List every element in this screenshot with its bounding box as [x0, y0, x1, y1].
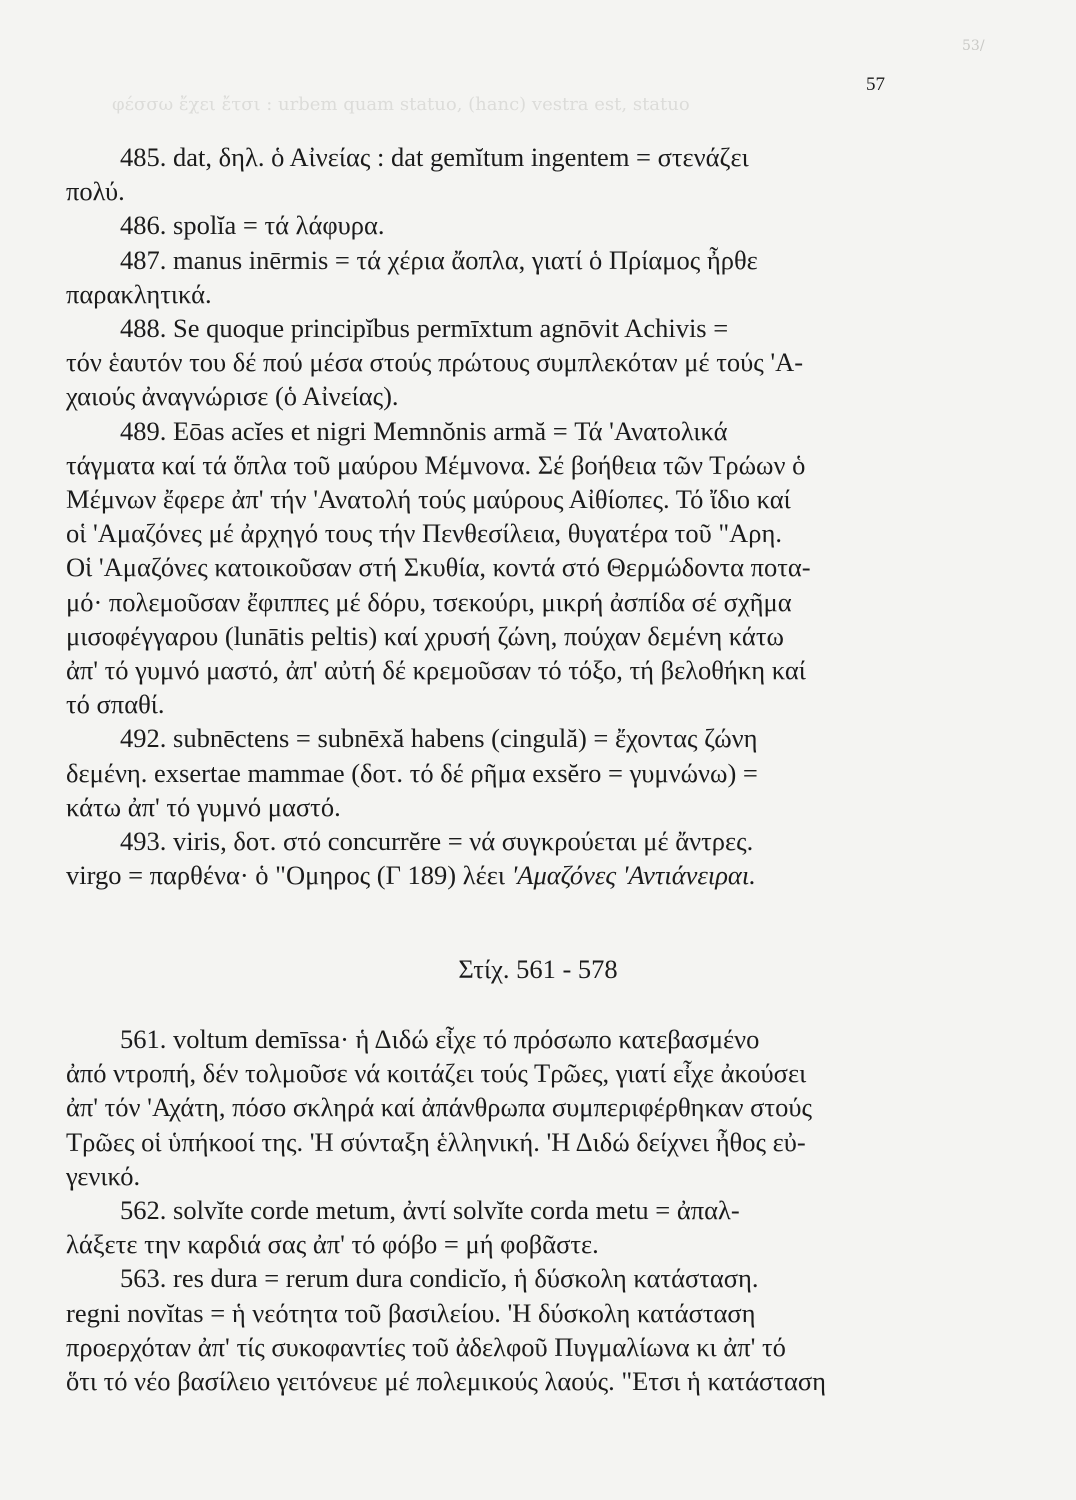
- text-line: ἀπ' τό γυμνό μαστό, ἀπ' αὐτή δέ κρεμοῦσαν τό τόξο, τή βελοθήκη καί: [66, 655, 806, 686]
- text-line: 486. spolĭa = τά λάφυρα.: [120, 210, 385, 241]
- text-line: Μέμνων ἔφερε ἀπ' τήν 'Ανατολή τούς μαύρους Αἰθίοπες. Τό ἴδιο καί: [66, 484, 791, 515]
- text-line: 492. subnēctens = subnēxă habens (cingulă) = ἔχοντας ζώνη: [120, 723, 758, 754]
- text-line: λάξετε την καρδιά σας ἀπ' τό φόβο = μή φοβᾶστε.: [66, 1229, 599, 1260]
- text-line: 562. solvĭte corde metum, ἀντί solvĭte corda metu = ἀπαλ-: [120, 1195, 740, 1226]
- text-line: δεμένη. exsertae mammae (δοτ. τό δέ ρῆμα exsĕro = γυμνώνω) =: [66, 757, 758, 788]
- text-line: 563. res dura = rerum dura condicĭo, ἡ δύσκολη κατάσταση.: [120, 1263, 759, 1294]
- ghost-corner-mark: 53/: [962, 38, 985, 54]
- text-line: χαιούς ἀναγνώρισε (ὁ Αἰνείας).: [66, 381, 399, 412]
- text-line: Οἱ 'Αμαζόνες κατοικοῦσαν στή Σκυθία, κοντά στό Θερμώδοντα ποτα-: [66, 552, 811, 583]
- text-line: [66, 858, 906, 892]
- text-line: τό σπαθί.: [66, 689, 165, 720]
- text-line: μό· πολεμοῦσαν ἔφιππες μέ δόρυ, τσεκούρι, μικρή ἀσπίδα σέ σχῆμα: [66, 586, 792, 617]
- page-number: 57: [866, 74, 885, 95]
- text-line: οἱ 'Αμαζόνες μέ ἀρχηγό τους τήν Πενθεσίλεια, θυγατέρα τοῦ "Αρη.: [66, 518, 782, 549]
- text-line: κάτω ἀπ' τό γυμνό μαστό.: [66, 791, 341, 822]
- text-line: 488. Se quoque principĭbus permīxtum agnōvit Achivis =: [120, 313, 729, 344]
- text-line: regni novĭtas = ἡ νεότητα τοῦ βασιλείου. 'Η δύσκολη κατάσταση: [66, 1297, 756, 1328]
- text-line: προερχόταν ἀπ' τίς συκοφαντίες τοῦ ἀδελφοῦ Πυγμαλίωνα κι ἀπ' τό: [66, 1331, 786, 1362]
- text-line: πολύ.: [66, 176, 125, 207]
- text-line: 561. voltum demīssa· ἡ Διδώ εἶχε τό πρόσωπο κατεβασμένο: [120, 1024, 760, 1054]
- text-line: Τρῶες οἱ ὑπήκοοί της. 'Η σύνταξη ἑλληνική. 'Η Διδώ δείχνει ἦθος εὐ-: [66, 1126, 806, 1157]
- text-line: 485. dat, δηλ. ὁ Αἰνείας : dat gemĭtum ingentem = στενάζει: [120, 142, 749, 172]
- text-line: 487. manus inērmis = τά χέρια ἄοπλα, γιατί ὁ Πρίαμος ἦρθε: [120, 244, 758, 275]
- text-line: ἀπ' τόν 'Αχάτη, πόσο σκληρά καί ἀπάνθρωπα συμπεριφέρθηκαν στούς: [66, 1092, 812, 1123]
- commentary-block-2: [66, 1022, 906, 1398]
- text-line: γενικό.: [66, 1160, 141, 1191]
- text-line: μισοφέγγαρου (lunātis peltis) καί χρυσή ζώνη, πούχαν δεμένη κάτω: [66, 620, 784, 651]
- text-line: 489. Eōas acĭes et nigri Memnŏnis armă = Τά 'Ανατολικά: [120, 415, 728, 446]
- ghost-bleed-through: φέσσω ἔχει ἔτσι : urbem quam statuo, (hanc) vestra est, statuo: [112, 94, 690, 115]
- text-line: τάγματα καί τά ὅπλα τοῦ μαύρου Μέμνονα. Σέ βοήθεια τῶν Τρώων ὁ: [66, 449, 806, 480]
- text-line: ὅτι τό νέο βασίλειο γειτόνευε μέ πολεμικούς λαούς. "Ετσι ἡ κατάσταση: [66, 1366, 827, 1397]
- text-line: τόν ἑαυτόν του δέ πού μέσα στούς πρώτους συμπλεκόταν μέ τούς 'Α-: [66, 347, 804, 378]
- text-line: ἀπό ντροπή, δέν τολμοῦσε νά κοιτάζει τούς Τρῶες, γιατί εἶχε ἀκούσει: [66, 1058, 807, 1089]
- text-line: 493. viris, δοτ. στό concurrĕre = νά συγκρούεται μέ ἄντρες.: [120, 826, 754, 857]
- text-line: παρακλητικά.: [66, 278, 212, 309]
- section-heading: Στίχ. 561 - 578: [458, 954, 618, 984]
- quoted-greek: 'Αμαζόνες 'Αντιάνειραι.: [511, 860, 756, 891]
- text-segment: virgo = παρθένα· ὁ "Ομηρος (Γ 189) λέει: [66, 860, 505, 891]
- commentary-block-1: [66, 140, 906, 892]
